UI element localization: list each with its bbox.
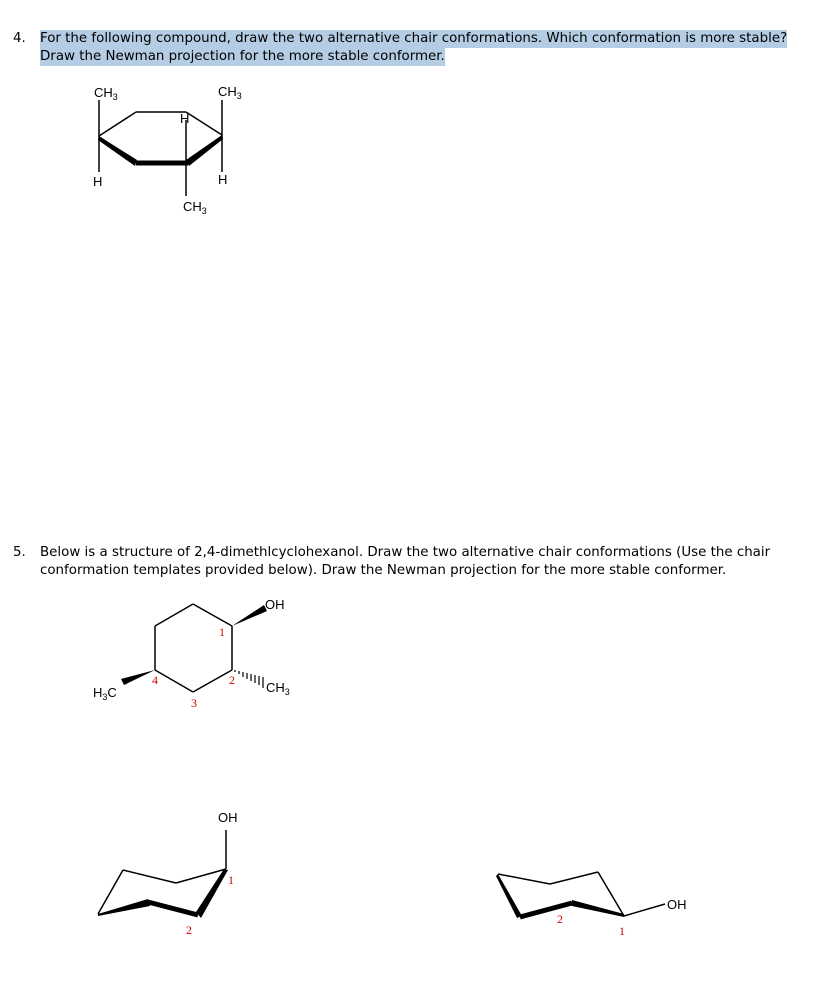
chair-bond bbox=[186, 112, 222, 135]
ch3-lower-middle: $CH_3$ bbox=[183, 199, 207, 216]
chair-front-bond bbox=[520, 903, 572, 917]
ch3-upper-right: $CH_3$ bbox=[218, 84, 242, 101]
template-chair-right bbox=[496, 872, 687, 938]
chair-bond bbox=[98, 870, 123, 914]
template-right-locant-2: 2 bbox=[557, 912, 563, 926]
template-right-locant-1: 1 bbox=[619, 924, 625, 938]
ring-bond bbox=[193, 670, 232, 692]
ring-bond bbox=[155, 604, 193, 626]
wedge-bond-h3c bbox=[121, 670, 155, 685]
question-5-number: 5. bbox=[13, 545, 26, 560]
hashed-bond-ch3 bbox=[235, 670, 263, 688]
question-4-number: 4. bbox=[13, 31, 26, 46]
question-5-line-2: conformation templates provided below). Draw the Newman projection for the more stable conformer. bbox=[40, 563, 727, 578]
chair-front-wedge-left bbox=[98, 136, 137, 166]
question-4-line-1: For the following compound, draw the two alternative chair conformations. Which conformation is more stable? bbox=[40, 31, 788, 46]
h-lower-left: H bbox=[93, 174, 103, 189]
question-5-hexagon-structure bbox=[93, 597, 290, 710]
chair-front-wedge bbox=[496, 874, 522, 918]
template-left-locant-1: 1 bbox=[228, 873, 234, 887]
locant-1: 1 bbox=[219, 625, 225, 639]
chair-bond bbox=[123, 870, 176, 883]
ch3-right: $CH_3$ bbox=[266, 680, 290, 697]
template-left-oh: OH bbox=[218, 810, 238, 825]
chair-bond bbox=[498, 874, 550, 884]
question-5-line-1: Below is a structure of 2,4-dimethlcyclohexanol. Draw the two alternative chair conformations (Use the chair bbox=[40, 545, 771, 560]
question-4-line-2: Draw the Newman projection for the more stable conformer. bbox=[40, 49, 445, 64]
ch3-upper-left: $CH_3$ bbox=[94, 85, 118, 102]
wedge-bond-oh bbox=[232, 605, 267, 626]
template-left-locant-2: 2 bbox=[186, 923, 192, 937]
template-chair-left bbox=[98, 810, 238, 937]
locant-4: 4 bbox=[152, 673, 158, 687]
oh-label: OH bbox=[265, 597, 285, 612]
locant-3: 3 bbox=[191, 696, 197, 710]
template-right-oh: OH bbox=[667, 897, 687, 912]
question-4-chair-structure bbox=[93, 84, 242, 216]
locant-2: 2 bbox=[229, 673, 235, 687]
chair-bond bbox=[550, 872, 598, 884]
chair-front-wedge-right bbox=[186, 135, 223, 166]
h3c-left: $H_3C$ bbox=[93, 685, 117, 702]
chair-bond bbox=[99, 112, 136, 136]
ring-bond bbox=[155, 670, 193, 692]
equatorial-bond-oh bbox=[624, 904, 665, 916]
h-lower-right: H bbox=[218, 172, 228, 187]
h-upper-middle: H bbox=[180, 111, 190, 126]
ring-bond bbox=[193, 604, 232, 626]
chair-front-bond bbox=[148, 902, 198, 915]
